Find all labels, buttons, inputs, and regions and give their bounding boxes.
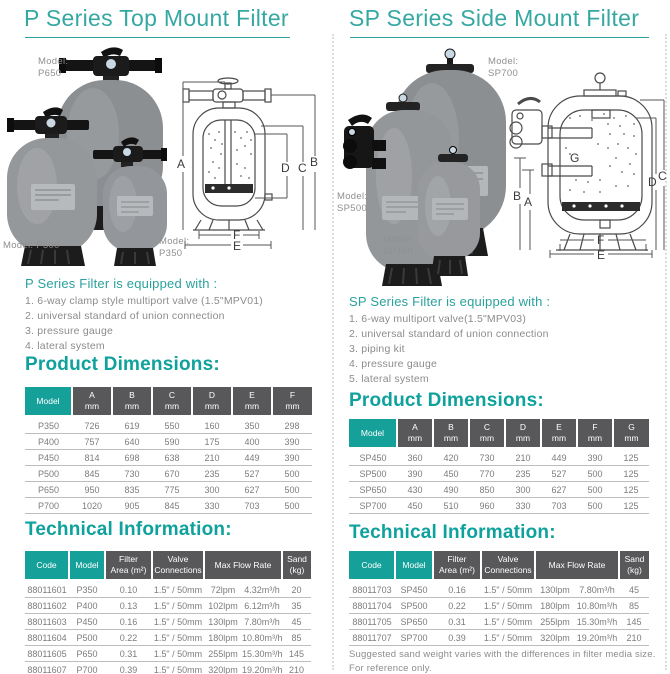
table-cell: 500 bbox=[577, 498, 613, 514]
table-cell: 730 bbox=[112, 466, 152, 482]
equipment-item: 2. universal standard of union connection bbox=[25, 310, 225, 322]
equipment-item: 3. pressure gauge bbox=[25, 325, 114, 337]
column-header: Filter Area (m²) bbox=[433, 551, 481, 579]
p-dimensions-heading: Product Dimensions: bbox=[25, 354, 220, 375]
table-cell: SP650 bbox=[395, 614, 433, 630]
dim-label-a: A bbox=[177, 157, 186, 171]
table-cell: 390 bbox=[272, 434, 312, 450]
table-cell: 35 bbox=[282, 598, 311, 614]
side-mount-diagram bbox=[500, 70, 668, 265]
table-cell: 390 bbox=[397, 466, 433, 482]
table-cell: 88011704 bbox=[349, 598, 395, 614]
table-cell: 1.5" / 50mm bbox=[152, 646, 204, 662]
table-cell: 835 bbox=[112, 482, 152, 498]
table-row bbox=[25, 498, 312, 514]
table-cell: 10.80m³/h bbox=[242, 630, 282, 646]
dim-label-d: D bbox=[281, 161, 290, 175]
p-equipped-list bbox=[25, 294, 263, 354]
column-header: Filter Area (m²) bbox=[105, 551, 152, 579]
p350-model-label: Model: P350 bbox=[159, 236, 190, 259]
table-cell: 20 bbox=[282, 579, 311, 598]
p-dimensions-table bbox=[25, 387, 312, 514]
equipment-item: 1. 6-way clamp style multiport valve (1.5"MPV01) bbox=[25, 295, 263, 307]
header-row bbox=[25, 551, 311, 579]
dim-label-b: B bbox=[310, 155, 319, 169]
table-row bbox=[349, 447, 649, 466]
table-cell: 85 bbox=[282, 630, 311, 646]
table-cell: 450 bbox=[433, 466, 469, 482]
table-cell: 390 bbox=[272, 450, 312, 466]
table-cell: 500 bbox=[272, 498, 312, 514]
table-cell: 235 bbox=[505, 466, 541, 482]
table-cell: 350 bbox=[232, 415, 272, 434]
table-cell: 1.5" / 50mm bbox=[481, 614, 535, 630]
column-header: Model bbox=[395, 551, 433, 579]
table-cell: SP700 bbox=[395, 630, 433, 646]
equipment-item: 4. lateral system bbox=[25, 340, 105, 352]
table-cell: 298 bbox=[272, 415, 312, 434]
sp500-model-label: Model: SP500 bbox=[337, 191, 368, 214]
table-cell: 320lpm bbox=[204, 662, 242, 674]
dim-label-g: G bbox=[570, 151, 580, 165]
table-cell: 6.12m³/h bbox=[242, 598, 282, 614]
table-cell: SP500 bbox=[349, 466, 397, 482]
column-header: C mm bbox=[469, 419, 505, 447]
table-cell: 180lpm bbox=[535, 598, 575, 614]
table-cell: 10.80m³/h bbox=[575, 598, 619, 614]
table-cell: 130lpm bbox=[535, 579, 575, 598]
equipment-item: 3. piping kit bbox=[349, 343, 405, 355]
p-series-photos bbox=[5, 46, 175, 268]
table-cell: P450 bbox=[69, 614, 105, 630]
column-header: E mm bbox=[541, 419, 577, 447]
table-cell: 88011604 bbox=[25, 630, 69, 646]
table-cell: 640 bbox=[112, 434, 152, 450]
column-header: Code bbox=[25, 551, 69, 579]
table-cell: 19.20m³/h bbox=[575, 630, 619, 646]
table-cell: 500 bbox=[577, 482, 613, 498]
table-cell: P700 bbox=[69, 662, 105, 674]
column-header: D mm bbox=[192, 387, 232, 415]
column-header: Code bbox=[349, 551, 395, 579]
table-cell: P500 bbox=[25, 466, 72, 482]
table-cell: P450 bbox=[25, 450, 72, 466]
sp-dimensions-heading: Product Dimensions: bbox=[349, 390, 544, 411]
table-cell: 15.30m³/h bbox=[242, 646, 282, 662]
table-row bbox=[349, 579, 649, 598]
table-cell: 88011703 bbox=[349, 579, 395, 598]
table-cell: 0.22 bbox=[105, 630, 152, 646]
table-row bbox=[25, 662, 311, 674]
table-cell: SP650 bbox=[349, 482, 397, 498]
table-cell: 45 bbox=[619, 579, 649, 598]
table-row bbox=[25, 450, 312, 466]
table-cell: 1.5" / 50mm bbox=[481, 630, 535, 646]
column-header: Valve Connections bbox=[152, 551, 204, 579]
header-row bbox=[349, 419, 649, 447]
column-header: Valve Connections bbox=[481, 551, 535, 579]
table-cell: 670 bbox=[152, 466, 192, 482]
column-header: E mm bbox=[232, 387, 272, 415]
table-row bbox=[25, 646, 311, 662]
reference-note: For reference only. bbox=[349, 663, 432, 674]
sp-series-photos bbox=[338, 46, 508, 294]
table-cell: 175 bbox=[192, 434, 232, 450]
sp-technical-heading: Technical Information: bbox=[349, 522, 556, 543]
table-cell: SP700 bbox=[349, 498, 397, 514]
table-cell: P650 bbox=[25, 482, 72, 498]
table-cell: 210 bbox=[282, 662, 311, 674]
table-cell: 420 bbox=[433, 447, 469, 466]
p500-model-label: Model: P500 bbox=[3, 240, 60, 251]
table-cell: 330 bbox=[192, 498, 232, 514]
table-row bbox=[25, 598, 311, 614]
table-cell: 490 bbox=[433, 482, 469, 498]
column-header: A mm bbox=[397, 419, 433, 447]
column-header: Model bbox=[349, 419, 397, 447]
table-cell: P350 bbox=[25, 415, 72, 434]
table-cell: P650 bbox=[69, 646, 105, 662]
table-cell: 125 bbox=[613, 447, 649, 466]
table-cell: 145 bbox=[282, 646, 311, 662]
column-header: Max Flow Rate bbox=[204, 551, 282, 579]
table-cell: 1.5" / 50mm bbox=[152, 614, 204, 630]
column-header: F mm bbox=[272, 387, 312, 415]
table-cell: P350 bbox=[69, 579, 105, 598]
table-cell: P400 bbox=[25, 434, 72, 450]
table-cell: 500 bbox=[577, 466, 613, 482]
table-cell: 180lpm bbox=[204, 630, 242, 646]
table-cell: 1.5" / 50mm bbox=[481, 579, 535, 598]
table-cell: 130lpm bbox=[204, 614, 242, 630]
column-header: G mm bbox=[613, 419, 649, 447]
table-cell: 814 bbox=[72, 450, 112, 466]
table-cell: 449 bbox=[232, 450, 272, 466]
table-cell: 770 bbox=[469, 466, 505, 482]
table-row bbox=[25, 434, 312, 450]
table-cell: 72lpm bbox=[204, 579, 242, 598]
table-cell: 0.31 bbox=[105, 646, 152, 662]
p-technical-heading: Technical Information: bbox=[25, 519, 232, 540]
table-cell: 210 bbox=[192, 450, 232, 466]
table-cell: 905 bbox=[112, 498, 152, 514]
column-header: D mm bbox=[505, 419, 541, 447]
table-cell: 1020 bbox=[72, 498, 112, 514]
sp-series-title: SP Series Side Mount Filter bbox=[349, 5, 640, 31]
table-cell: 0.39 bbox=[433, 630, 481, 646]
table-cell: 160 bbox=[192, 415, 232, 434]
table-cell: 210 bbox=[505, 447, 541, 466]
p650-model-label: Model: P650 bbox=[38, 56, 69, 79]
column-header: Max Flow Rate bbox=[535, 551, 619, 579]
table-cell: 703 bbox=[232, 498, 272, 514]
sand-weight-note: Suggested sand weight varies with the differences in filter media size. bbox=[349, 649, 656, 660]
column-header: Model bbox=[25, 387, 72, 415]
table-row bbox=[25, 466, 312, 482]
table-cell: 255lpm bbox=[535, 614, 575, 630]
table-cell: 619 bbox=[112, 415, 152, 434]
table-cell: SP450 bbox=[395, 579, 433, 598]
table-cell: P700 bbox=[25, 498, 72, 514]
table-cell: 88011707 bbox=[349, 630, 395, 646]
table-cell: 726 bbox=[72, 415, 112, 434]
column-header: F mm bbox=[577, 419, 613, 447]
table-row bbox=[349, 614, 649, 630]
sp-equipped-list bbox=[349, 312, 549, 387]
table-cell: 1.5" / 50mm bbox=[152, 579, 204, 598]
column-header: C mm bbox=[152, 387, 192, 415]
table-cell: 527 bbox=[541, 466, 577, 482]
table-cell: 125 bbox=[613, 482, 649, 498]
sp-equipped-heading: SP Series Filter is equipped with : bbox=[349, 294, 551, 309]
table-cell: 0.10 bbox=[105, 579, 152, 598]
p-technical-table bbox=[25, 551, 311, 674]
dim-label-e: E bbox=[233, 239, 242, 251]
table-cell: 7.80m³/h bbox=[575, 579, 619, 598]
dim-label-b: B bbox=[513, 189, 522, 203]
table-cell: SP500 bbox=[395, 598, 433, 614]
equipment-item: 4. pressure gauge bbox=[349, 358, 438, 370]
table-cell: 1.5" / 50mm bbox=[152, 598, 204, 614]
table-cell: 88011705 bbox=[349, 614, 395, 630]
table-cell: 500 bbox=[272, 482, 312, 498]
table-cell: 0.39 bbox=[105, 662, 152, 674]
table-cell: 627 bbox=[232, 482, 272, 498]
sp-series-title-rule bbox=[350, 37, 649, 38]
table-cell: 88011601 bbox=[25, 579, 69, 598]
table-cell: 0.16 bbox=[433, 579, 481, 598]
table-cell: 7.80m³/h bbox=[242, 614, 282, 630]
table-cell: 703 bbox=[541, 498, 577, 514]
table-cell: 390 bbox=[577, 447, 613, 466]
table-cell: 255lpm bbox=[204, 646, 242, 662]
table-row bbox=[349, 466, 649, 482]
table-cell: 4.32m³/h bbox=[242, 579, 282, 598]
table-cell: 850 bbox=[469, 482, 505, 498]
table-row bbox=[349, 598, 649, 614]
dim-label-c: C bbox=[298, 161, 307, 175]
table-cell: P400 bbox=[69, 598, 105, 614]
column-header: Sand (kg) bbox=[619, 551, 649, 579]
table-cell: 449 bbox=[541, 447, 577, 466]
table-cell: 330 bbox=[505, 498, 541, 514]
top-mount-diagram bbox=[175, 76, 330, 251]
table-cell: 15.30m³/h bbox=[575, 614, 619, 630]
p350-photo bbox=[93, 137, 167, 266]
table-cell: 0.16 bbox=[105, 614, 152, 630]
table-cell: 757 bbox=[72, 434, 112, 450]
sp-technical-table bbox=[349, 551, 649, 646]
table-cell: 0.13 bbox=[105, 598, 152, 614]
p-series-title: P Series Top Mount Filter bbox=[24, 5, 289, 31]
table-cell: 590 bbox=[152, 434, 192, 450]
sp450-model-label: Model: SP450 bbox=[383, 234, 414, 257]
table-row bbox=[25, 482, 312, 498]
table-cell: 360 bbox=[397, 447, 433, 466]
table-cell: 88011602 bbox=[25, 598, 69, 614]
table-cell: 698 bbox=[112, 450, 152, 466]
table-cell: 550 bbox=[152, 415, 192, 434]
table-cell: 235 bbox=[192, 466, 232, 482]
p-equipped-heading: P Series Filter is equipped with : bbox=[25, 276, 218, 291]
table-cell: 88011603 bbox=[25, 614, 69, 630]
table-cell: 627 bbox=[541, 482, 577, 498]
table-cell: P500 bbox=[69, 630, 105, 646]
sp-dimensions-table bbox=[349, 419, 649, 514]
table-cell: 527 bbox=[232, 466, 272, 482]
table-cell: 88011605 bbox=[25, 646, 69, 662]
table-cell: SP450 bbox=[349, 447, 397, 466]
dim-label-d: D bbox=[648, 175, 657, 189]
table-cell: 88011607 bbox=[25, 662, 69, 674]
table-cell: 960 bbox=[469, 498, 505, 514]
dim-label-a: A bbox=[524, 195, 533, 209]
column-header: Sand (kg) bbox=[282, 551, 311, 579]
table-row bbox=[25, 579, 311, 598]
sp700-model-label: Model: SP700 bbox=[488, 56, 519, 79]
table-cell: 730 bbox=[469, 447, 505, 466]
table-row bbox=[349, 630, 649, 646]
table-cell: 85 bbox=[619, 598, 649, 614]
column-header: B mm bbox=[433, 419, 469, 447]
header-row bbox=[349, 551, 649, 579]
table-cell: 430 bbox=[397, 482, 433, 498]
table-cell: 19.20m³/h bbox=[242, 662, 282, 674]
dim-label-e: E bbox=[597, 248, 606, 262]
table-cell: 510 bbox=[433, 498, 469, 514]
equipment-item: 1. 6-way multiport valve(1.5"MPV03) bbox=[349, 313, 527, 325]
column-header: Model bbox=[69, 551, 105, 579]
dim-label-c: C bbox=[658, 169, 667, 183]
table-row bbox=[25, 630, 311, 646]
column-header: A mm bbox=[72, 387, 112, 415]
p-series-title-rule bbox=[25, 37, 290, 38]
table-cell: 775 bbox=[152, 482, 192, 498]
column-header: B mm bbox=[112, 387, 152, 415]
table-cell: 500 bbox=[272, 466, 312, 482]
table-cell: 400 bbox=[232, 434, 272, 450]
dim-label-f: F bbox=[597, 233, 605, 247]
table-cell: 845 bbox=[72, 466, 112, 482]
table-row bbox=[25, 614, 311, 630]
table-cell: 210 bbox=[619, 630, 649, 646]
dim-label-f: F bbox=[233, 228, 241, 242]
table-cell: 125 bbox=[613, 498, 649, 514]
equipment-item: 2. universal standard of union connection bbox=[349, 328, 549, 340]
table-cell: 145 bbox=[619, 614, 649, 630]
table-cell: 845 bbox=[152, 498, 192, 514]
table-row bbox=[25, 415, 312, 434]
table-cell: 125 bbox=[613, 466, 649, 482]
table-cell: 45 bbox=[282, 614, 311, 630]
table-cell: 1.5" / 50mm bbox=[152, 662, 204, 674]
table-cell: 0.31 bbox=[433, 614, 481, 630]
table-cell: 102lpm bbox=[204, 598, 242, 614]
table-row bbox=[349, 482, 649, 498]
table-cell: 450 bbox=[397, 498, 433, 514]
table-cell: 300 bbox=[505, 482, 541, 498]
table-cell: 300 bbox=[192, 482, 232, 498]
table-cell: 638 bbox=[152, 450, 192, 466]
table-cell: 1.5" / 50mm bbox=[481, 598, 535, 614]
table-cell: 0.22 bbox=[433, 598, 481, 614]
table-cell: 1.5" / 50mm bbox=[152, 630, 204, 646]
table-cell: 950 bbox=[72, 482, 112, 498]
header-row bbox=[25, 387, 312, 415]
column-divider bbox=[332, 34, 334, 670]
table-cell: 320lpm bbox=[535, 630, 575, 646]
table-row bbox=[349, 498, 649, 514]
equipment-item: 5. lateral system bbox=[349, 373, 429, 385]
